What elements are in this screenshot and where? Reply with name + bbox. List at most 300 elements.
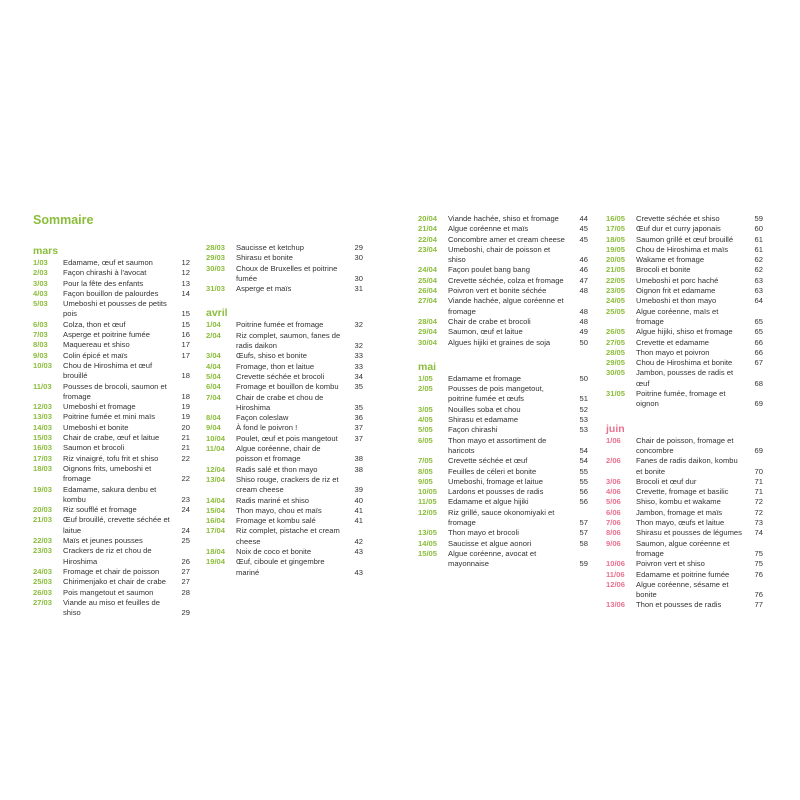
toc-entry <box>418 286 588 296</box>
entry-page: 55 <box>579 476 588 486</box>
toc-entry <box>606 368 763 389</box>
month-heading-avril: avril <box>206 307 228 320</box>
entry-title: Algue hijiki, shiso et fromage <box>636 327 733 337</box>
entry-title: Crevette séchée et brocoli <box>236 371 325 381</box>
toc-entry <box>33 340 190 350</box>
entry-date: 29/03 <box>206 253 226 263</box>
entry-page: 32 <box>354 341 363 351</box>
toc-entry <box>33 279 190 289</box>
entry-date: 18/05 <box>606 234 626 244</box>
entry-title: Façon chirashi à l'avocat <box>63 268 147 278</box>
entry-page: 17 <box>181 340 190 350</box>
toc-entry <box>206 331 363 352</box>
toc-entry <box>606 508 763 518</box>
entry-date: 2/05 <box>418 384 433 394</box>
toc-entry <box>418 456 588 466</box>
toc-entry <box>206 434 363 444</box>
entry-page: 63 <box>754 286 763 296</box>
entry-date: 23/04 <box>418 244 438 254</box>
entry-title: Thon mayo et poivron <box>636 347 710 357</box>
toc-entry <box>606 265 763 275</box>
entry-title: Umeboshi, chair de poisson et shiso <box>448 244 551 265</box>
entry-title: Edamame, œuf et saumon <box>63 258 153 267</box>
toc-entry <box>606 224 763 234</box>
entry-page: 67 <box>754 358 763 368</box>
entry-date: 26/05 <box>606 327 626 337</box>
entry-date: 30/03 <box>206 263 226 273</box>
entry-title: Shirasu et bonite <box>236 253 293 263</box>
entry-page: 36 <box>354 413 363 423</box>
entry-date: 11/06 <box>606 569 625 579</box>
entry-date: 13/05 <box>418 528 438 538</box>
entry-date: 1/06 <box>606 435 621 445</box>
entry-date: 9/06 <box>606 538 621 548</box>
entry-title: Choux de Bruxelles et poitrine fumée <box>236 263 338 283</box>
toc-entry <box>418 265 588 275</box>
entry-title: Fromage et kombu salé <box>236 516 316 526</box>
entry-date: 8/04 <box>206 413 221 423</box>
entry-page: 23 <box>181 494 190 504</box>
entry-title: Chair de poisson, fromage et concombre <box>636 435 734 455</box>
entry-page: 27 <box>181 577 190 587</box>
entry-page: 73 <box>754 518 763 528</box>
entry-date: 6/05 <box>418 435 433 445</box>
entry-title: Shirasu et edamame <box>448 415 519 425</box>
entry-title: Poitrine fumée et mini maïs <box>63 412 156 422</box>
entry-page: 32 <box>354 320 363 330</box>
entry-title: Jambon, pousses de radis et œuf <box>636 368 734 388</box>
entry-title: Edamame et poitrine fumée <box>636 569 730 579</box>
toc-entry <box>418 245 588 266</box>
entry-title: Algue coréenne et maïs <box>448 224 529 234</box>
toc-entry <box>418 317 588 327</box>
entry-page: 24 <box>181 525 190 535</box>
entry-date: 20/05 <box>606 255 626 265</box>
entry-page: 40 <box>354 495 363 505</box>
entry-page: 76 <box>754 590 763 600</box>
entry-list <box>418 374 588 570</box>
entry-title: Poulet, œuf et pois mangetout <box>236 433 338 443</box>
entry-date: 1/04 <box>206 320 221 330</box>
entry-page: 74 <box>754 528 763 538</box>
entry-date: 21/03 <box>33 515 53 525</box>
toc-entry <box>606 570 763 580</box>
toc-entry <box>33 402 190 412</box>
entry-title: Saumon, œuf et laitue <box>448 327 523 337</box>
entry-page: 69 <box>754 399 763 409</box>
toc-entry <box>606 518 763 528</box>
entry-title: Façon coleslaw <box>236 413 289 423</box>
entry-page: 58 <box>579 538 588 548</box>
toc-entry <box>418 497 588 507</box>
toc-entry <box>33 588 190 598</box>
entry-page: 50 <box>579 337 588 347</box>
entry-title: À fond le poivron ! <box>236 423 298 433</box>
entry-page: 19 <box>181 402 190 412</box>
entry-page: 48 <box>579 316 588 326</box>
entry-date: 7/06 <box>606 518 621 528</box>
entry-date: 10/06 <box>606 559 626 569</box>
toc-entry <box>606 389 763 410</box>
toc-entry <box>33 505 190 515</box>
toc-entry <box>206 506 363 516</box>
entry-title: Façon bouillon de palourdes <box>63 288 159 298</box>
toc-column-3 <box>418 214 588 570</box>
entry-title: Chirimenjako et chair de crabe <box>63 577 166 587</box>
toc-entry <box>606 580 763 601</box>
entry-date: 9/03 <box>33 350 48 360</box>
entry-page: 59 <box>754 214 763 223</box>
entry-title: Edamame et algue hijiki <box>448 497 529 507</box>
entry-title: Thon mayo et brocoli <box>448 528 519 538</box>
entry-title: Pousses de pois mangetout, poitrine fumée et œufs <box>448 384 544 404</box>
entry-date: 5/04 <box>206 371 221 381</box>
entry-date: 31/05 <box>606 389 626 399</box>
entry-page: 45 <box>579 234 588 244</box>
entry-page: 59 <box>579 559 588 569</box>
entry-page: 52 <box>579 404 588 414</box>
entry-page: 38 <box>354 454 363 464</box>
toc-entry <box>606 528 763 538</box>
entry-date: 4/04 <box>206 361 221 371</box>
entry-page: 46 <box>579 255 588 265</box>
entry-page: 77 <box>754 600 763 610</box>
toc-entry <box>418 425 588 435</box>
entry-page: 72 <box>754 507 763 517</box>
entry-title: Jambon, fromage et maïs <box>636 507 723 517</box>
entry-page: 15 <box>181 309 190 319</box>
toc-entry <box>606 487 763 497</box>
entry-title: Colin épicé et maïs <box>63 350 128 360</box>
toc-entry <box>206 362 363 372</box>
entry-title: Chair de crabe, œuf et laitue <box>63 433 160 443</box>
entry-title: Viande hachée, algue coréenne et fromage <box>448 296 564 316</box>
toc-entry <box>418 528 588 538</box>
toc-entry <box>33 289 190 299</box>
entry-date: 11/04 <box>206 444 225 454</box>
entry-title: Saumon et brocoli <box>63 443 125 453</box>
entry-title: Œuf dur et curry japonais <box>636 224 721 234</box>
toc-entry <box>206 547 363 557</box>
entry-date: 25/05 <box>606 306 626 316</box>
entry-date: 7/05 <box>418 456 433 466</box>
entry-page: 16 <box>181 330 190 340</box>
entry-date: 17/03 <box>33 453 53 463</box>
entry-page: 29 <box>181 608 190 618</box>
entry-title: Thon et pousses de radis <box>636 600 722 610</box>
entry-page: 71 <box>754 476 763 486</box>
entry-title: Shirasu et pousses de légumes <box>636 528 742 538</box>
entry-page: 29 <box>354 243 363 252</box>
entry-date: 3/04 <box>206 351 221 361</box>
entry-title: Façon chirashi <box>448 425 498 435</box>
entry-date: 21/04 <box>418 224 438 234</box>
entry-title: Œuf brouillé, crevette séchée et laitue <box>63 515 170 535</box>
entry-page: 65 <box>754 316 763 326</box>
entry-page: 14 <box>181 288 190 298</box>
toc-entry <box>606 497 763 507</box>
toc-entry <box>206 351 363 361</box>
entry-date: 3/03 <box>33 278 48 288</box>
entry-date: 14/04 <box>206 495 226 505</box>
entry-page: 64 <box>754 296 763 306</box>
entry-page: 72 <box>754 497 763 507</box>
entry-date: 17/04 <box>206 526 226 536</box>
entry-title: Noix de coco et bonite <box>236 547 312 557</box>
entry-date: 27/05 <box>606 337 626 347</box>
entry-date: 18/04 <box>206 547 226 557</box>
toc-entry <box>606 214 763 224</box>
entry-page: 48 <box>579 306 588 316</box>
entry-page: 30 <box>354 253 363 263</box>
toc-entry <box>33 299 190 320</box>
entry-date: 10/05 <box>418 487 438 497</box>
entry-list <box>206 243 363 294</box>
entry-date: 9/04 <box>206 423 221 433</box>
entry-title: Algue coréenne, avocat et mayonnaise <box>448 548 537 569</box>
toc-entry <box>418 436 588 457</box>
toc-entry <box>206 516 363 526</box>
entry-page: 33 <box>354 351 363 361</box>
entry-title: Œufs, shiso et bonite <box>236 351 307 361</box>
entry-page: 61 <box>754 244 763 254</box>
entry-title: Colza, thon et œuf <box>63 319 126 329</box>
entry-title: Edamame et fromage <box>448 373 522 383</box>
toc-entry <box>33 382 190 403</box>
entry-page: 19 <box>181 412 190 422</box>
entry-page: 48 <box>579 286 588 296</box>
entry-title: Viande hachée, shiso et fromage <box>448 214 559 223</box>
entry-page: 33 <box>354 361 363 371</box>
toc-entry <box>206 382 363 392</box>
entry-page: 28 <box>181 587 190 597</box>
entry-date: 19/04 <box>206 557 226 567</box>
entry-list <box>33 258 190 618</box>
entry-page: 45 <box>579 224 588 234</box>
entry-title: Chou de Hiroshima et œuf brouillé <box>63 360 153 381</box>
entry-page: 12 <box>181 268 190 278</box>
entry-page: 34 <box>354 371 363 381</box>
entry-date: 5/06 <box>606 497 621 507</box>
entry-page: 35 <box>354 402 363 412</box>
entry-title: Riz grillé, sauce okonomiyaki et fromage <box>448 507 555 528</box>
toc-entry <box>206 465 363 475</box>
entry-page: 57 <box>579 518 588 528</box>
entry-date: 6/04 <box>206 382 221 392</box>
entry-title: Crevette et edamame <box>636 337 710 347</box>
toc-entry <box>606 477 763 487</box>
entry-date: 25/04 <box>418 275 438 285</box>
entry-title: Edamame, sakura denbu et kombu <box>63 484 157 504</box>
entry-date: 6/06 <box>606 507 621 517</box>
entry-page: 37 <box>354 433 363 443</box>
toc-entry <box>418 224 588 234</box>
entry-page: 68 <box>754 378 763 388</box>
toc-entry <box>33 423 190 433</box>
entry-title: Fromage et bouillon de kombu <box>236 382 339 392</box>
entry-date: 1/05 <box>418 373 433 383</box>
entry-date: 13/04 <box>206 474 226 484</box>
toc-entry <box>606 255 763 265</box>
month-heading-mars: mars <box>33 245 59 257</box>
entry-title: Wakame et fromage <box>636 255 705 265</box>
entry-title: Brocoli et œuf dur <box>636 476 697 486</box>
entry-date: 28/04 <box>418 316 438 326</box>
entry-list <box>606 214 763 410</box>
entry-date: 3/05 <box>418 404 433 414</box>
entry-page: 25 <box>181 536 190 546</box>
entry-page: 39 <box>354 485 363 495</box>
toc-entry <box>206 423 363 433</box>
toc-entry <box>418 508 588 529</box>
entry-title: Algue coréenne, maïs et fromage <box>636 306 719 326</box>
toc-entry <box>606 559 763 569</box>
entry-date: 14/05 <box>418 538 438 548</box>
entry-date: 19/03 <box>33 484 53 494</box>
entry-title: Saucisse et ketchup <box>236 243 304 252</box>
page-title: Sommaire <box>33 213 94 227</box>
entry-date: 24/04 <box>418 265 438 275</box>
entry-date: 4/03 <box>33 288 48 298</box>
entry-title: Chair de crabe et brocoli <box>448 316 531 326</box>
entry-date: 7/03 <box>33 330 48 340</box>
entry-page: 43 <box>354 547 363 557</box>
toc-entry <box>33 536 190 546</box>
entry-list <box>206 320 363 577</box>
entry-date: 9/05 <box>418 476 433 486</box>
toc-entry <box>606 235 763 245</box>
entry-title: Crevette, fromage et basilic <box>636 487 729 497</box>
toc-entry <box>33 577 190 587</box>
entry-date: 17/05 <box>606 224 626 234</box>
toc-entry <box>33 433 190 443</box>
toc-entry <box>33 567 190 577</box>
entry-title: Oignons frits, umeboshi et fromage <box>63 463 152 484</box>
toc-entry <box>206 393 363 414</box>
entry-page: 22 <box>181 474 190 484</box>
entry-page: 54 <box>579 456 588 466</box>
entry-date: 29/05 <box>606 358 626 368</box>
entry-title: Oignon frit et edamame <box>636 286 716 296</box>
entry-page: 38 <box>354 464 363 474</box>
toc-entry <box>606 307 763 328</box>
entry-date: 26/03 <box>33 587 53 597</box>
entry-title: Feuilles de céleri et bonite <box>448 466 537 476</box>
toc-entry <box>606 327 763 337</box>
entry-date: 23/05 <box>606 286 626 296</box>
entry-date: 5/05 <box>418 425 433 435</box>
entry-date: 2/06 <box>606 456 621 466</box>
entry-page: 61 <box>754 234 763 244</box>
entry-title: Viande au miso et feuilles de shiso <box>63 597 160 618</box>
entry-page: 41 <box>354 505 363 515</box>
toc-entry <box>418 276 588 286</box>
entry-title: Brocoli et bonite <box>636 265 691 275</box>
toc-entry <box>33 515 190 536</box>
toc-entry <box>33 330 190 340</box>
toc-entry <box>206 413 363 423</box>
entry-title: Riz complet, saumon, fanes de radis daikon <box>236 330 341 351</box>
entry-page: 49 <box>579 327 588 337</box>
entry-page: 35 <box>354 382 363 392</box>
entry-date: 20/03 <box>33 505 53 515</box>
entry-title: Œuf, ciboule et gingembre mariné <box>236 557 325 577</box>
entry-title: Pour la fête des enfants <box>63 278 144 288</box>
toc-entry <box>418 374 588 384</box>
entry-date: 4/06 <box>606 487 621 497</box>
toc-entry <box>206 475 363 496</box>
entry-page: 21 <box>181 443 190 453</box>
entry-date: 23/03 <box>33 546 53 556</box>
entry-date: 12/05 <box>418 507 438 517</box>
toc-entry <box>606 296 763 306</box>
entry-page: 41 <box>354 516 363 526</box>
entry-page: 69 <box>754 445 763 455</box>
entry-title: Nouilles soba et chou <box>448 404 521 414</box>
entry-date: 15/03 <box>33 433 53 443</box>
toc-entry <box>206 253 363 263</box>
entry-date: 7/04 <box>206 392 221 402</box>
entry-page: 30 <box>354 273 363 283</box>
entry-page: 62 <box>754 265 763 275</box>
toc-entry <box>206 444 363 465</box>
entry-page: 71 <box>754 487 763 497</box>
entry-page: 63 <box>754 275 763 285</box>
entry-date: 26/04 <box>418 286 438 296</box>
entry-date: 12/03 <box>33 402 53 412</box>
entry-date: 19/05 <box>606 244 626 254</box>
entry-page: 15 <box>181 319 190 329</box>
entry-date: 18/03 <box>33 463 53 473</box>
entry-page: 24 <box>181 505 190 515</box>
entry-title: Poitrine fumée et fromage <box>236 320 324 330</box>
entry-date: 11/05 <box>418 497 437 507</box>
toc-entry <box>33 485 190 506</box>
entry-page: 53 <box>579 415 588 425</box>
entry-date: 27/04 <box>418 296 438 306</box>
entry-title: Saumon grillé et œuf brouillé <box>636 234 734 244</box>
entry-date: 5/03 <box>33 299 48 309</box>
entry-title: Umeboshi et porc haché <box>636 275 719 285</box>
entry-page: 56 <box>579 487 588 497</box>
entry-date: 30/05 <box>606 368 626 378</box>
toc-entry <box>606 276 763 286</box>
toc-entry <box>33 598 190 619</box>
toc-entry <box>606 539 763 560</box>
toc-entry <box>33 454 190 464</box>
toc-entry <box>418 477 588 487</box>
entry-title: Asperge et maïs <box>236 284 292 294</box>
entry-title: Saumon, algue coréenne et fromage <box>636 538 730 558</box>
entry-page: 22 <box>181 453 190 463</box>
toc-entry <box>33 546 190 567</box>
entry-date: 28/05 <box>606 347 626 357</box>
entry-title: Chou de Hiroshima et bonite <box>636 358 733 368</box>
entry-date: 28/03 <box>206 243 226 252</box>
entry-page: 27 <box>181 566 190 576</box>
entry-date: 8/03 <box>33 340 48 350</box>
entry-title: Radis mariné et shiso <box>236 495 310 505</box>
toc-column-4 <box>606 214 763 611</box>
entry-date: 22/03 <box>33 536 53 546</box>
toc-entry <box>33 258 190 268</box>
entry-date: 2/03 <box>33 268 48 278</box>
entry-page: 56 <box>579 497 588 507</box>
entry-title: Radis salé et thon mayo <box>236 464 318 474</box>
toc-entry <box>206 284 363 294</box>
entry-list <box>418 214 588 348</box>
entry-page: 51 <box>579 394 588 404</box>
